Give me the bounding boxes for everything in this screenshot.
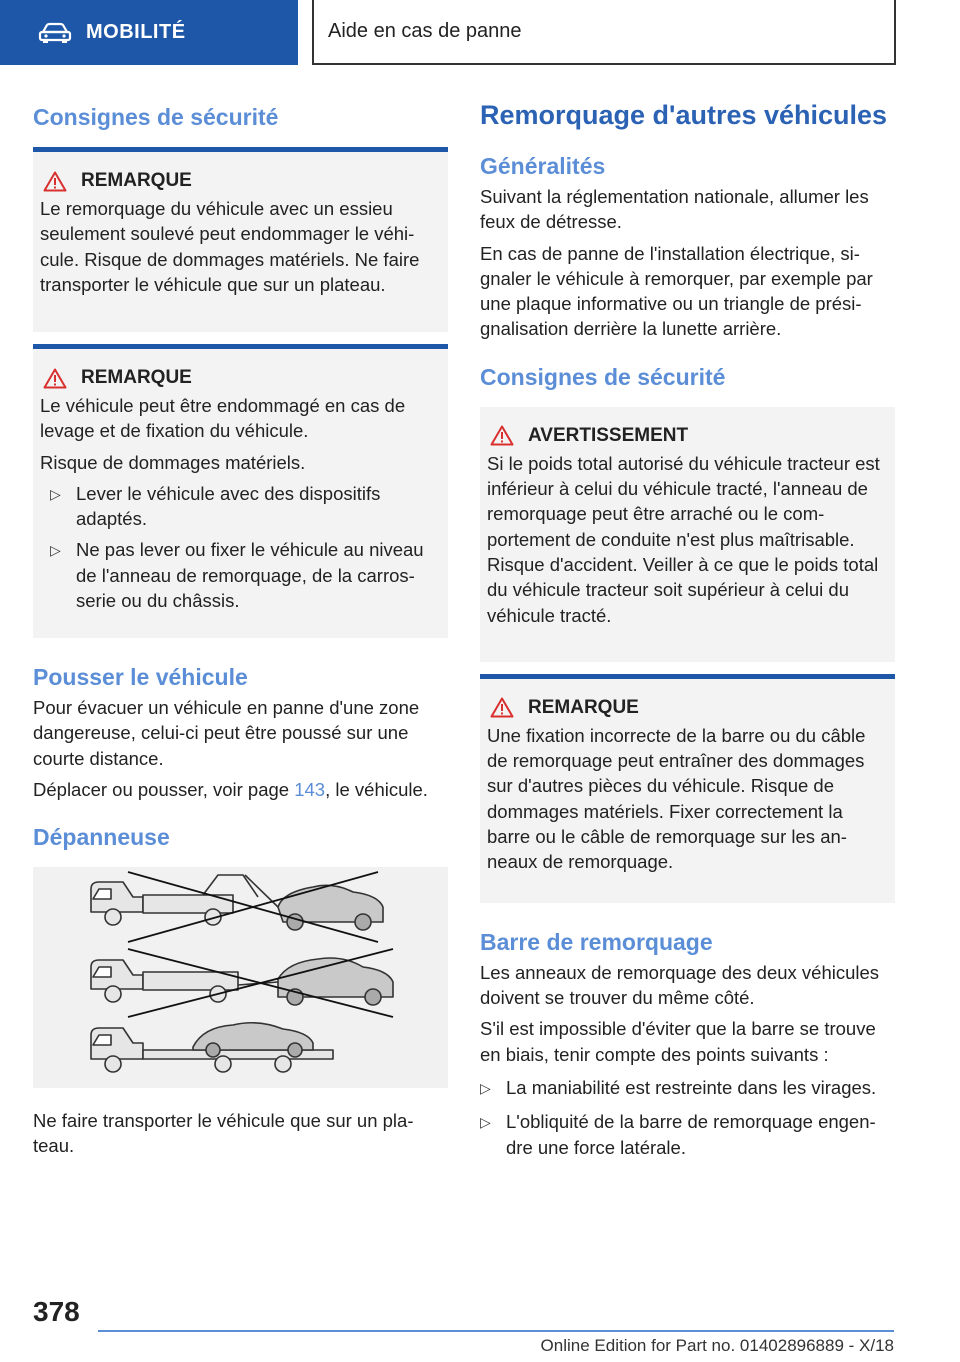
list-item: ▷ L'obliquité de la barre de remorquage engen-dre une force latérale. [470, 1109, 895, 1160]
list-item: ▷ Lever le véhicule avec des dispositifs adaptés. [40, 481, 440, 532]
list-item: ▷ La maniabilité est restreinte dans les virages. [470, 1075, 895, 1101]
bullet-triangle-icon: ▷ [50, 485, 61, 502]
bullet-triangle-icon: ▷ [50, 542, 61, 559]
list-item: ▷ Ne pas lever ou fixer le véhicule au niveau de l'anneau de remorquage, de la carros-serie ou du châssis. [40, 537, 440, 613]
warning-title: AVERTISSEMENT [487, 425, 887, 447]
tow-bar-heading: Barre de remorquage [480, 928, 713, 955]
tow-truck-caption: Ne faire transporter le véhicule que sur un pla-teau. [33, 1110, 414, 1157]
general-text-2: En cas de panne de l'installation électrique, si-gnaler le véhicule à remorquer, par exemple par une plaque informative ou un triangle de prési-gnalisation derrière la lunette arrière. [480, 242, 873, 340]
tow-truck-figure [33, 867, 448, 1088]
note-text-2a: Le véhicule peut être endommagé en cas de levage et de fixation du véhicule. [40, 395, 406, 442]
warning-triangle-icon [490, 697, 514, 718]
right-column [480, 100, 895, 1160]
tow-truck-heading: Dépanneuse [33, 824, 170, 851]
footer-divider [98, 1330, 894, 1332]
note-text-3: Une fixation incorrecte de la barre ou du câble de remorquage peut entraîner des dommages sur d'autres pièces du véhicule. Risque de dommages matériels. Fixer correctement la barre ou le câble de remorquage sur les an-neaux de remorquage. [487, 724, 866, 873]
tow-bar-text-2: S'il est impossible d'éviter que la barre se trouve en biais, tenir compte des points suivants : [480, 1018, 876, 1065]
main-heading: Remorquage d'autres véhicules [480, 100, 888, 130]
general-heading: Généralités [480, 153, 606, 179]
warning-text: Si le poids total autorisé du véhicule tracteur est inférieur à celui du véhicule tracté, l'anneau de remorquage peut être arraché ou le com-portement de conduite n'est plus maîtrisable. Risque d'accident. Veiller à ce que le poids total du véhicule tracteur soit supérieur à celui du véhicule tracté. [487, 452, 880, 626]
note-box-1 [33, 147, 448, 332]
tow-bar-bullet-list [470, 1075, 895, 1160]
left-column [33, 100, 448, 1159]
bullet-triangle-icon: ▷ [480, 1079, 491, 1096]
page-number: 378 [33, 1296, 80, 1327]
safety-heading-left: Consignes de sécurité [33, 104, 279, 130]
section-title: Aide en cas de panne [312, 0, 896, 65]
warning-triangle-icon [43, 171, 67, 192]
bullet-triangle-icon: ▷ [480, 1114, 491, 1131]
chapter-tab[interactable] [0, 0, 298, 65]
page-link[interactable]: 143 [294, 778, 326, 800]
note-title-2: REMARQUE [40, 367, 440, 389]
note-bullet-list [40, 481, 440, 613]
chapter-label: MOBILITÉ [86, 21, 186, 43]
note-text-1: Le remorquage du véhicule avec un essieu seulement soulevé peut endommager le véhi-cule. Risque de dommages matériels. Ne faire transporter le véhicule que sur un plateau. [40, 198, 420, 295]
push-heading: Pousser le véhicule [33, 664, 248, 690]
warning-triangle-icon [43, 368, 67, 389]
note-text-2b: Risque de dommages matériels. [40, 451, 306, 473]
warning-box [480, 407, 895, 662]
tow-truck-illustration [33, 867, 448, 1088]
safety-heading-right: Consignes de sécurité [480, 363, 726, 390]
push-text: Pour évacuer un véhicule en panne d'une zone dangereuse, celui-ci peut être poussé sur une courte distance. [33, 697, 420, 769]
note-box-3 [480, 674, 895, 903]
warning-triangle-icon [490, 425, 514, 446]
push-reference: Déplacer ou pousser, voir page 143, le véhicule. [33, 778, 428, 800]
note-box-2 [33, 344, 448, 638]
car-icon [38, 22, 72, 44]
tow-bar-text-1: Les anneaux de remorquage des deux véhicules doivent se trouver du même côté. [480, 961, 880, 1009]
note-title-3: REMARQUE [487, 697, 887, 719]
edition-text: Online Edition for Part no. 01402896889 - X/18 [540, 1336, 894, 1355]
note-title-1: REMARQUE [40, 170, 440, 192]
general-text-1: Suivant la réglementation nationale, allumer les feux de détresse. [480, 186, 869, 233]
